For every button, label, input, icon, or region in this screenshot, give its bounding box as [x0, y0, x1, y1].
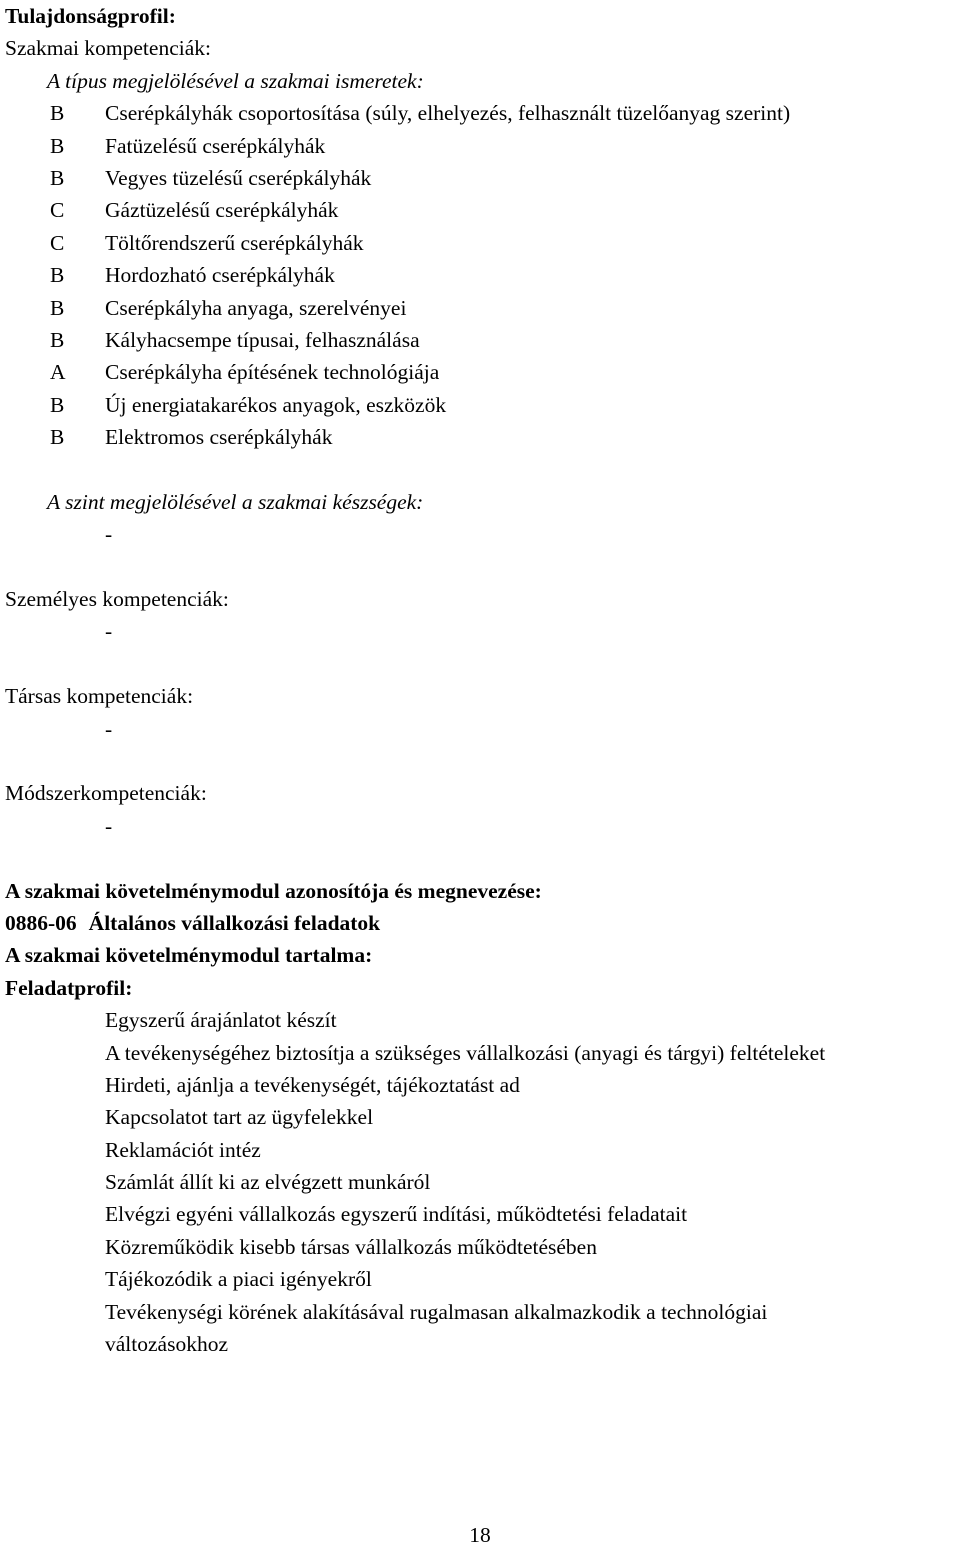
- page-number: 18: [469, 1523, 491, 1547]
- spacer: [5, 648, 960, 680]
- szemelyes-value: -: [105, 619, 113, 644]
- modszer-value: -: [105, 813, 113, 838]
- level-code: B: [50, 101, 65, 126]
- spacer: [5, 453, 960, 485]
- list-item: [5, 227, 960, 259]
- szakmai-kompetenciak-title: Szakmai kompetenciák:: [5, 36, 211, 61]
- list-item: Közreműködik kisebb társas vállalkozás működtetésében: [105, 1234, 597, 1259]
- item-text: Hordozható cserépkályhák: [105, 263, 335, 288]
- item-text: Töltőrendszerű cserépkályhák: [105, 230, 364, 255]
- list-item: [5, 259, 960, 291]
- item-text: Kályhacsempe típusai, felhasználása: [105, 327, 420, 352]
- level-code: B: [50, 392, 65, 417]
- list-item: Tevékenységi körének alakításával rugalmasan alkalmazkodik a technológiai változásokhoz: [105, 1299, 768, 1357]
- spacer: [5, 842, 960, 874]
- list-item: Számlát állít ki az elvégzett munkáról: [105, 1170, 431, 1195]
- level-code: C: [50, 198, 65, 223]
- ismeretek-list: [5, 97, 960, 453]
- list-item: Tájékozódik a piaci igényekről: [105, 1267, 372, 1292]
- level-code: B: [50, 327, 65, 352]
- item-text: Vegyes tüzelésű cserépkályhák: [105, 165, 372, 190]
- item-text: Cserépkályhák csoportosítása (súly, elhelyezés, felhasznált tüzelőanyag szerint): [105, 101, 791, 126]
- item-text: Cserépkályha anyaga, szerelvényei: [105, 295, 407, 320]
- level-code: A: [50, 360, 66, 385]
- tarsas-value: -: [105, 716, 113, 741]
- list-item: Hirdeti, ajánlja a tevékenységét, tájékoztatást ad: [105, 1072, 520, 1097]
- item-text: Fatüzelésű cserépkályhák: [105, 133, 326, 158]
- spacer: [5, 551, 960, 583]
- item-text: Cserépkályha építésének technológiája: [105, 360, 440, 385]
- modul-title: A szakmai követelménymodul azonosítója és megnevezése:: [5, 878, 542, 903]
- list-item: [5, 324, 960, 356]
- document-page: [5, 0, 960, 1360]
- list-item: [5, 97, 960, 129]
- level-code: B: [50, 425, 65, 450]
- list-item: Elvégzi egyéni vállalkozás egyszerű indítási, működtetési feladatait: [105, 1202, 688, 1227]
- item-text: Új energiatakarékos anyagok, eszközök: [105, 392, 447, 417]
- list-item: A tevékenységéhez biztosítja a szükséges vállalkozási (anyagi és tárgyi) feltételeket: [105, 1040, 826, 1065]
- level-code: B: [50, 133, 65, 158]
- tarsas-kompetenciak-title: Társas kompetenciák:: [5, 684, 194, 709]
- item-text: Elektromos cserépkályhák: [105, 425, 333, 450]
- level-code: B: [50, 295, 65, 320]
- list-item: [5, 292, 960, 324]
- feladatprofil-title: Feladatprofil:: [5, 975, 133, 1000]
- list-item: [5, 194, 960, 226]
- list-item: [5, 356, 960, 388]
- modul-name: Általános vállalkozási feladatok: [88, 910, 381, 935]
- list-item: Egyszerű árajánlatot készít: [105, 1008, 337, 1033]
- section-heading: Tulajdonságprofil:: [5, 4, 176, 28]
- item-text: Gáztüzelésű cserépkályhák: [105, 198, 339, 223]
- level-code: B: [50, 165, 65, 190]
- list-item: Kapcsolatot tart az ügyfelekkel: [105, 1105, 374, 1130]
- modul-identifier: [5, 907, 960, 939]
- list-item: [5, 162, 960, 194]
- modul-id-gap: [77, 907, 89, 939]
- level-code: B: [50, 263, 65, 288]
- list-item: [5, 130, 960, 162]
- list-item: [5, 389, 960, 421]
- spacer: [5, 745, 960, 777]
- szint-title: A szint megjelölésével a szakmai készségek:: [47, 489, 424, 514]
- modszerkompetenciak-title: Módszerkompetenciák:: [5, 781, 207, 806]
- level-code: C: [50, 230, 65, 255]
- list-item: [5, 421, 960, 453]
- list-item: Reklamációt intéz: [105, 1137, 261, 1162]
- modul-id: 0886-06: [5, 910, 77, 935]
- feladatok-list: [5, 1004, 960, 1360]
- tipus-title: A típus megjelölésével a szakmai ismeretek:: [47, 68, 424, 93]
- szemelyes-kompetenciak-title: Személyes kompetenciák:: [5, 587, 229, 612]
- tartalma-title: A szakmai követelménymodul tartalma:: [5, 943, 373, 968]
- szint-value: -: [105, 522, 113, 547]
